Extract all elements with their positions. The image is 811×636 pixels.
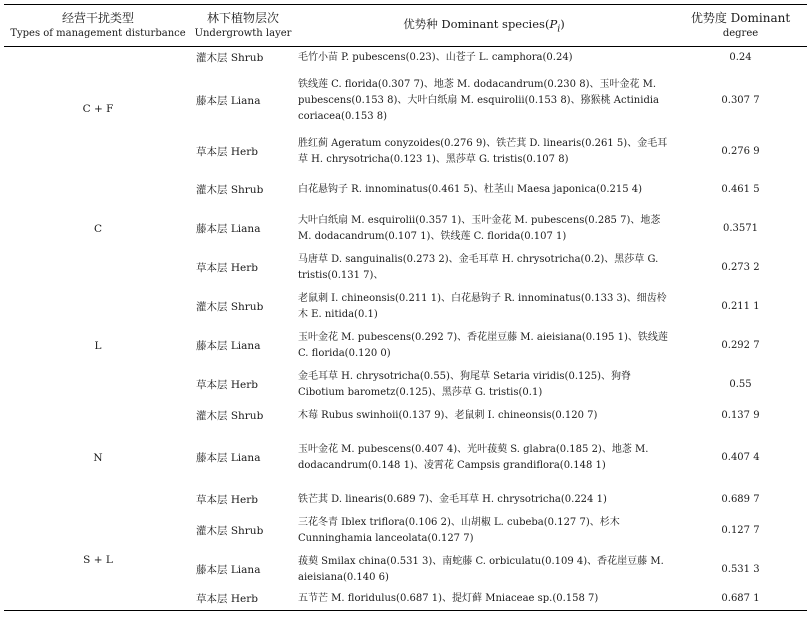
header-species-subscript: i bbox=[557, 23, 561, 35]
header-dominant-species bbox=[294, 5, 674, 47]
dominant-species-cell: 五节芒 M. floridulus(0.687 1)、提灯藓 Mniaceae sp.(0.158 7) bbox=[298, 593, 599, 605]
disturbance-type-cell: N bbox=[93, 451, 103, 464]
dominant-degree-cell: 0.689 7 bbox=[721, 493, 760, 505]
table-body bbox=[4, 47, 807, 611]
undergrowth-layer-cell: 灌木层 Shrub bbox=[196, 51, 264, 64]
undergrowth-layer-cell: 藤本层 Liana bbox=[196, 222, 261, 235]
dominant-degree-cell: 0.55 bbox=[729, 378, 752, 390]
undergrowth-layer-cell: 藤本层 Liana bbox=[196, 94, 261, 107]
dominant-species-cell: 马唐草 D. sanguinalis(0.273 2)、金毛耳草 H. chrysotricha(0.2)、黑莎草 G. tristis(0.131 7)、 bbox=[298, 253, 659, 281]
dominant-species-cell: 铁线莲 C. florida(0.307 7)、地菍 M. dodacandrum(0.230 8)、玉叶金花 M. pubescens(0.153 8)、大叶白纸扇 M. esquirolii(0.153 8)、猕猴桃 Actinidia coriacea(0.153 8) bbox=[298, 78, 660, 122]
dominant-species-cell: 胜红蓟 Ageratum conyzoides(0.276 9)、铁芒萁 D. linearis(0.261 5)、金毛耳草 H. chrysotricha(0.123 1)、黑莎草 G. tristis(0.107 8) bbox=[298, 137, 668, 165]
undergrowth-layer-cell: 灌木层 Shrub bbox=[196, 300, 264, 313]
undergrowth-layer-cell: 草本层 Herb bbox=[196, 593, 258, 606]
table-row bbox=[4, 511, 807, 551]
dominant-species-cell: 白花悬钩子 R. innominatus(0.461 5)、杜茎山 Maesa japonica(0.215 4) bbox=[298, 183, 643, 195]
dominant-species-cell: 毛竹小苗 P. pubescens(0.23)、山苍子 L. camphora(0.24) bbox=[298, 51, 573, 63]
header-row bbox=[4, 5, 807, 47]
dominant-degree-cell: 0.461 5 bbox=[721, 183, 760, 195]
header-species-symbol: P bbox=[549, 17, 558, 32]
dominant-degree-cell: 0.276 9 bbox=[721, 145, 760, 157]
undergrowth-layer-cell: 灌木层 Shrub bbox=[196, 524, 264, 537]
dominant-degree-cell: 0.24 bbox=[729, 51, 752, 63]
dominant-species-cell: 金毛耳草 H. chrysotricha(0.55)、狗尾草 Setaria viridis(0.125)、狗脊 Cibotium barometz(0.125)、黑莎草 G. tristis(0.1) bbox=[298, 370, 631, 398]
dominant-degree-cell: 0.307 7 bbox=[721, 94, 760, 106]
dominant-degree-cell: 0.211 1 bbox=[721, 300, 760, 312]
undergrowth-layer-cell: 灌木层 Shrub bbox=[196, 183, 264, 196]
header-species-close: ) bbox=[560, 17, 565, 32]
table-row bbox=[4, 405, 807, 427]
dominant-degree-cell: 0.127 7 bbox=[721, 524, 760, 536]
undergrowth-layer-cell: 藤本层 Liana bbox=[196, 339, 261, 352]
disturbance-type-cell: C bbox=[93, 222, 103, 235]
undergrowth-layer-cell: 灌木层 Shrub bbox=[196, 409, 264, 422]
dominant-species-cell: 木莓 Rubus swinhoii(0.137 9)、老鼠刺 I. chineonsis(0.120 7) bbox=[298, 409, 598, 421]
dominant-degree-cell: 0.137 9 bbox=[721, 409, 760, 421]
dominant-degree-cell: 0.273 2 bbox=[721, 261, 760, 273]
header-dominant-degree bbox=[674, 5, 807, 47]
dominant-species-table bbox=[4, 4, 807, 611]
table-header bbox=[4, 5, 807, 47]
undergrowth-layer-cell: 草本层 Herb bbox=[196, 378, 258, 391]
dominant-species-cell: 铁芒萁 D. linearis(0.689 7)、金毛耳草 H. chrysotricha(0.224 1) bbox=[298, 493, 607, 505]
header-layer-zh: 林下植物层次 bbox=[206, 11, 279, 25]
header-layer-en: Undergrowth layer bbox=[194, 28, 292, 39]
dominant-degree-cell: 0.292 7 bbox=[721, 339, 760, 351]
disturbance-type-cell: C + F bbox=[82, 102, 114, 115]
undergrowth-layer-cell: 草本层 Herb bbox=[196, 261, 258, 274]
header-type-zh: 经营干扰类型 bbox=[61, 11, 134, 25]
header-undergrowth-layer bbox=[192, 5, 294, 47]
header-degree-en: degree bbox=[722, 28, 759, 39]
dominant-species-cell: 老鼠刺 I. chineonsis(0.211 1)、白花悬钩子 R. innominatus(0.133 3)、细齿柃木 E. nitida(0.1) bbox=[298, 292, 667, 320]
dominant-degree-cell: 0.3571 bbox=[723, 222, 758, 234]
undergrowth-layer-cell: 藤本层 Liana bbox=[196, 451, 261, 464]
undergrowth-layer-cell: 草本层 Herb bbox=[196, 145, 258, 158]
disturbance-type-cell: L bbox=[94, 339, 102, 352]
header-type-en: Types of management disturbance bbox=[10, 28, 186, 39]
dominant-degree-cell: 0.687 1 bbox=[721, 593, 760, 605]
header-degree-zh: 优势度 Dominant bbox=[690, 11, 791, 25]
table-row bbox=[4, 47, 807, 69]
dominant-species-cell: 三花冬青 Iblex triflora(0.106 2)、山胡椒 L. cubeba(0.127 7)、杉木 Cunninghamia lanceolata(0.127 7) bbox=[298, 516, 620, 544]
disturbance-type-cell: S + L bbox=[83, 554, 113, 567]
dominant-species-cell: 玉叶金花 M. pubescens(0.407 4)、光叶菝葜 S. glabra(0.185 2)、地菍 M. dodacandrum(0.148 1)、凌霄花 Campsis grandiflora(0.148 1) bbox=[298, 443, 649, 471]
header-species-label: 优势种 Dominant species( bbox=[403, 17, 550, 32]
undergrowth-layer-cell: 藤本层 Liana bbox=[196, 563, 261, 576]
header-species-text bbox=[403, 17, 565, 35]
dominant-species-cell: 玉叶金花 M. pubescens(0.292 7)、香花崖豆藤 M. aieisiana(0.195 1)、铁线莲 C. florida(0.120 0) bbox=[298, 331, 668, 359]
table-row bbox=[4, 287, 807, 327]
header-disturbance-type bbox=[4, 5, 192, 47]
undergrowth-layer-cell: 草本层 Herb bbox=[196, 493, 258, 506]
dominant-species-cell: 大叶白纸扇 M. esquirolii(0.357 1)、玉叶金花 M. pubescens(0.285 7)、地菍 M. dodacandrum(0.107 1)、铁线莲 C. florida(0.107 1) bbox=[298, 214, 661, 242]
table-row bbox=[4, 171, 807, 209]
dominant-degree-cell: 0.531 3 bbox=[721, 563, 760, 575]
dominant-degree-cell: 0.407 4 bbox=[721, 451, 760, 463]
dominant-species-cell: 菝葜 Smilax china(0.531 3)、南蛇藤 C. orbiculatu(0.109 4)、香花崖豆藤 M. aieisiana(0.140 6) bbox=[298, 555, 664, 583]
